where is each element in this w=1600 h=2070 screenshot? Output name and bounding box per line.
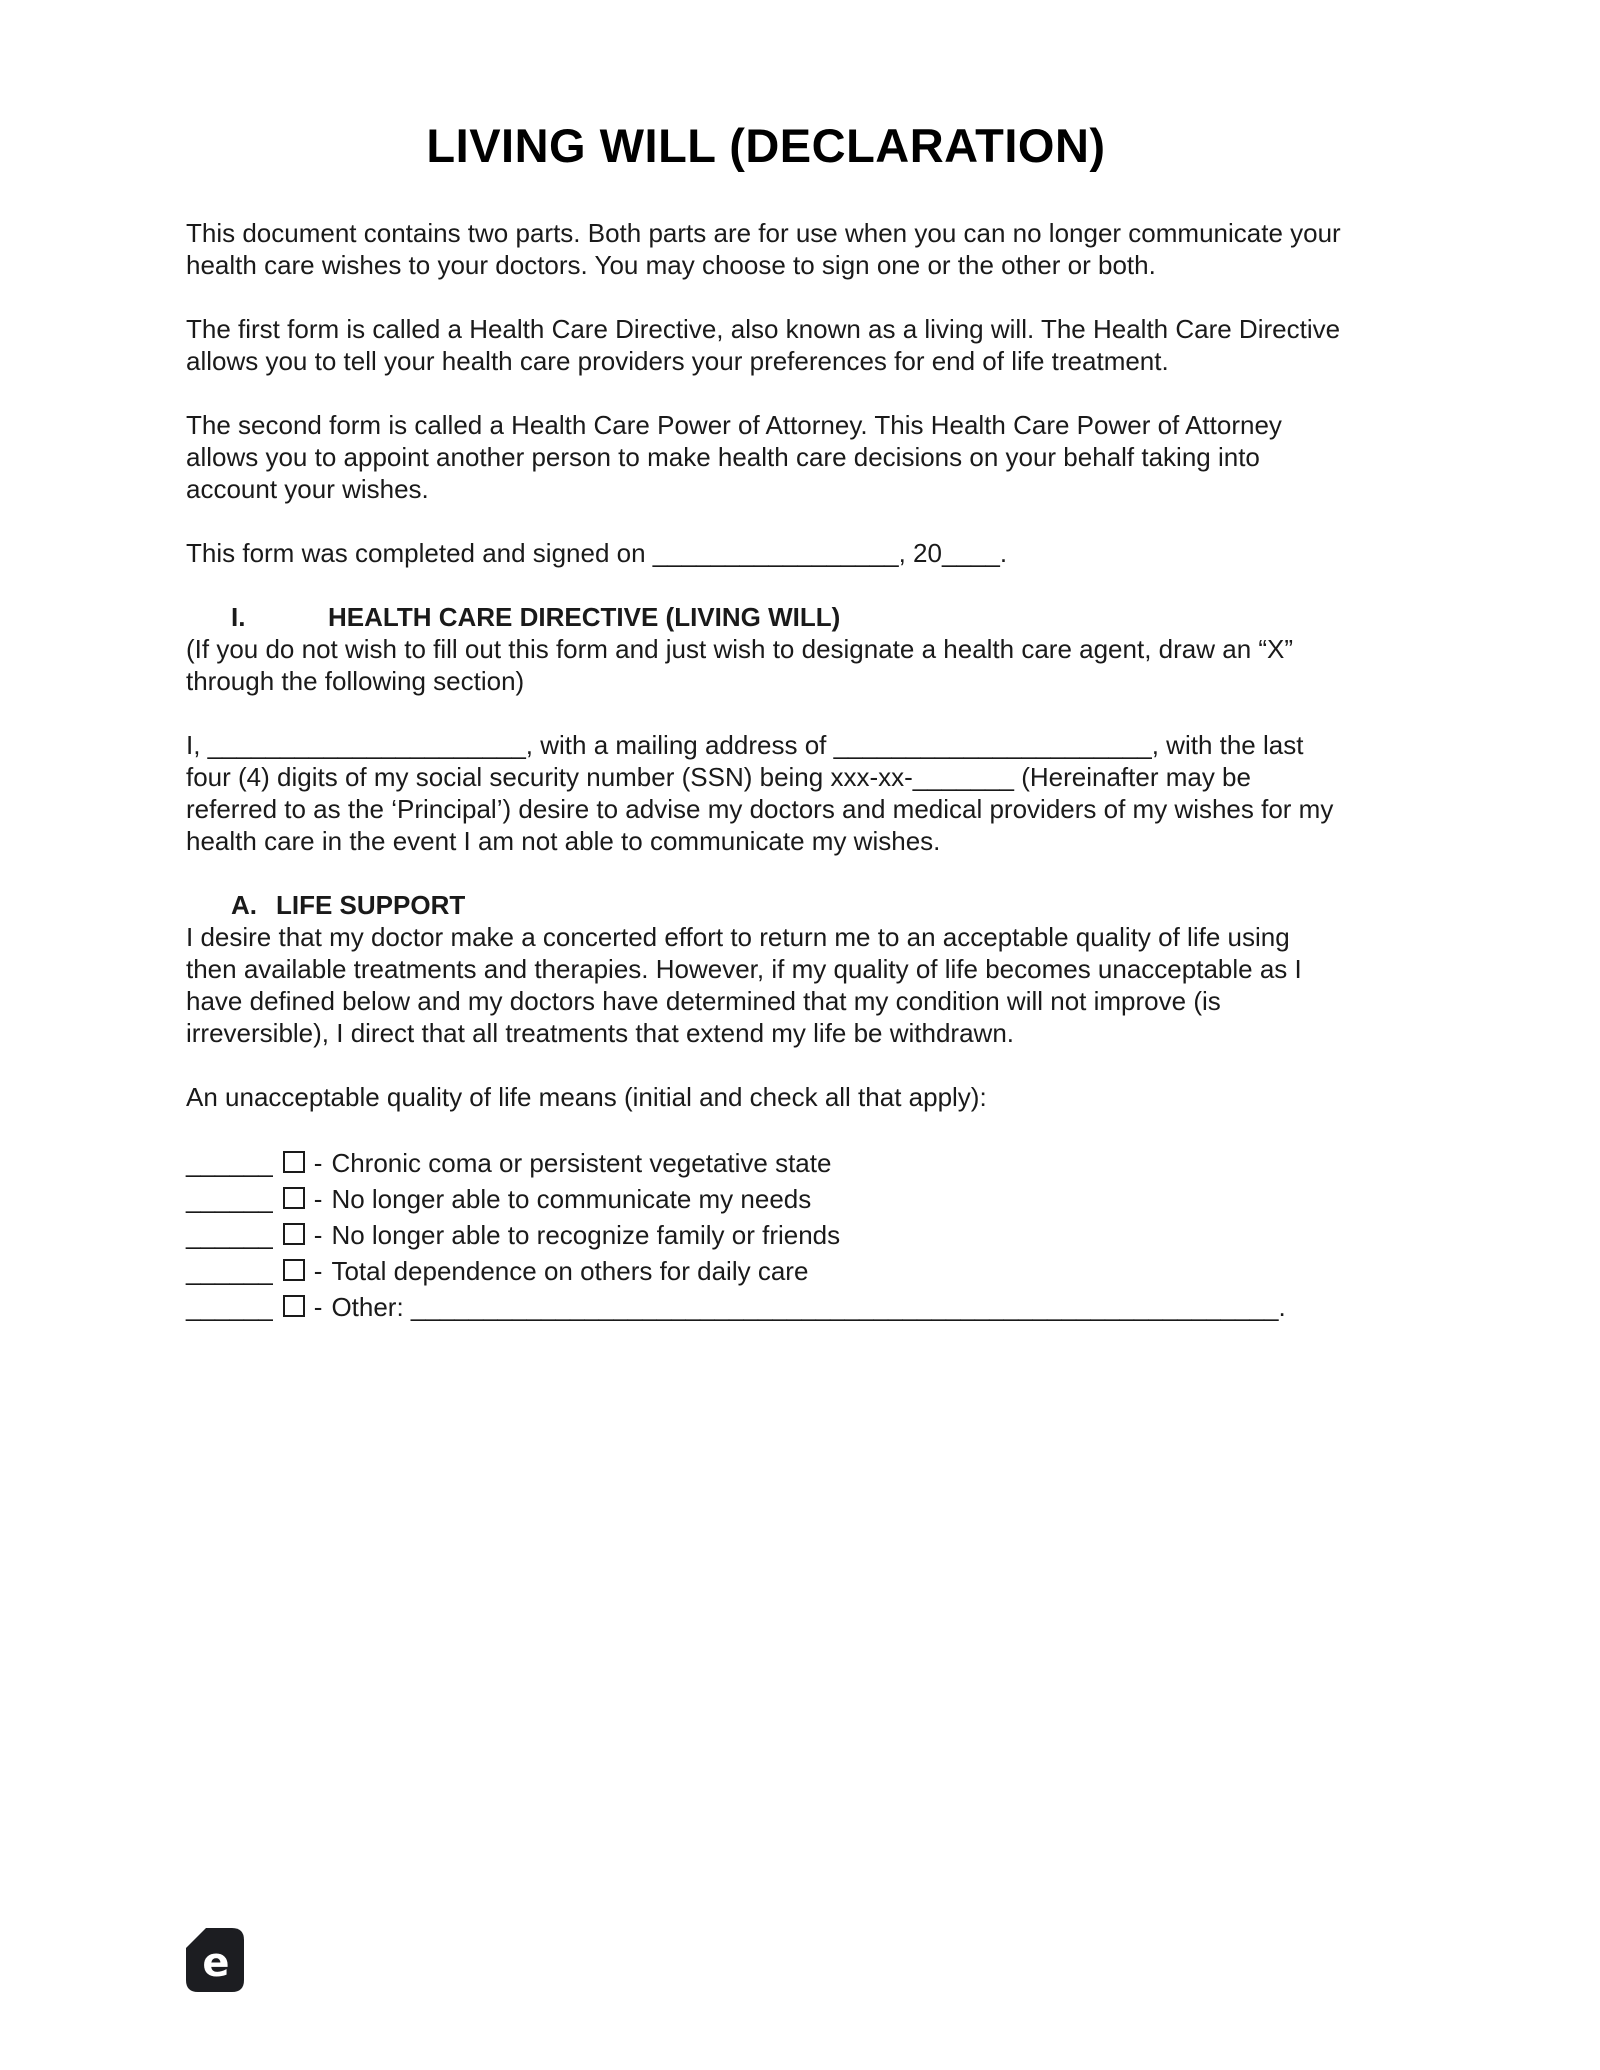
- intro-paragraph-2: The first form is called a Health Care Directive, also known as a living will. The Health Care Directive allows you to tell your health care providers your preferences for end of life treatment.: [186, 314, 1341, 376]
- section-1-note: (If you do not wish to fill out this form and just wish to designate a health care agent, draw an “X” through the following section): [186, 634, 1294, 696]
- checkbox-icon[interactable]: [283, 1223, 305, 1245]
- quality-of-life-prompt: An unacceptable quality of life means (initial and check all that apply):: [186, 1082, 987, 1112]
- checklist-separator: -: [313, 1256, 323, 1286]
- quality-of-life-checklist: [186, 1145, 1346, 1325]
- checkbox-icon[interactable]: [283, 1187, 305, 1209]
- section-a-title: LIFE SUPPORT: [276, 890, 466, 920]
- initial-blank[interactable]: ______: [186, 1220, 273, 1250]
- checklist-separator: -: [313, 1148, 323, 1178]
- section-1-header: [186, 601, 1346, 633]
- checkbox-icon[interactable]: [283, 1151, 305, 1173]
- signed-date-line[interactable]: This form was completed and signed on _________________, 20____.: [186, 538, 1008, 568]
- checklist-item-dependence: [186, 1253, 1346, 1289]
- section-1-number: I.: [231, 602, 246, 632]
- checklist-separator: -: [313, 1220, 323, 1250]
- initial-blank[interactable]: ______: [186, 1148, 273, 1178]
- life-support-paragraph: I desire that my doctor make a concerted effort to return me to an acceptable quality of life using then available treatments and therapies. However, if my quality of life becomes unacceptable as I have defined below and my doctors have determined that my condition will not improve (is irreversible), I direct that all treatments that extend my life be withdrawn.: [186, 922, 1302, 1048]
- eforms-logo: [186, 1928, 244, 1992]
- checklist-label: Total dependence on others for daily care: [331, 1256, 809, 1286]
- intro-paragraph-3: The second form is called a Health Care Power of Attorney. This Health Care Power of Attorney allows you to appoint another person to make health care decisions on your behalf taking into account your wishes.: [186, 410, 1282, 504]
- checklist-item-coma: [186, 1145, 1346, 1181]
- section-a-label: A.: [231, 890, 257, 920]
- eforms-logo-icon: [186, 1928, 244, 1992]
- section-a-header: [186, 889, 1346, 921]
- initial-blank[interactable]: ______: [186, 1256, 273, 1286]
- logo-letter: e: [202, 1940, 230, 1986]
- checklist-separator: -: [313, 1184, 323, 1214]
- checkbox-icon[interactable]: [283, 1295, 305, 1317]
- checklist-separator: -: [313, 1292, 323, 1322]
- intro-paragraph-1: This document contains two parts. Both parts are for use when you can no longer communicate your health care wishes to your doctors. You may choose to sign one or the other or both.: [186, 218, 1341, 280]
- checklist-item-recognize: [186, 1217, 1346, 1253]
- document-title: LIVING WILL (DECLARATION): [426, 119, 1106, 172]
- checklist-label: No longer able to recognize family or friends: [331, 1220, 841, 1250]
- checklist-item-communicate: [186, 1181, 1346, 1217]
- section-1-title: HEALTH CARE DIRECTIVE (LIVING WILL): [328, 602, 841, 632]
- initial-blank[interactable]: ______: [186, 1184, 273, 1214]
- checklist-item-other: [186, 1289, 1346, 1325]
- checklist-label[interactable]: Other: ____________________________________________________________.: [331, 1292, 1286, 1322]
- initial-blank[interactable]: ______: [186, 1292, 273, 1322]
- checklist-label: No longer able to communicate my needs: [331, 1184, 812, 1214]
- principal-statement[interactable]: I, ______________________, with a mailing address of ______________________, with the last four (4) digits of my social security number (SSN) being xxx-xx-_______ (Hereinafter may be referred to as the ‘Principal’) desire to advise my doctors and medical providers of my wishes for my health care in the event I am not able to communicate my wishes.: [186, 730, 1334, 856]
- checkbox-icon[interactable]: [283, 1259, 305, 1281]
- checklist-label: Chronic coma or persistent vegetative state: [331, 1148, 832, 1178]
